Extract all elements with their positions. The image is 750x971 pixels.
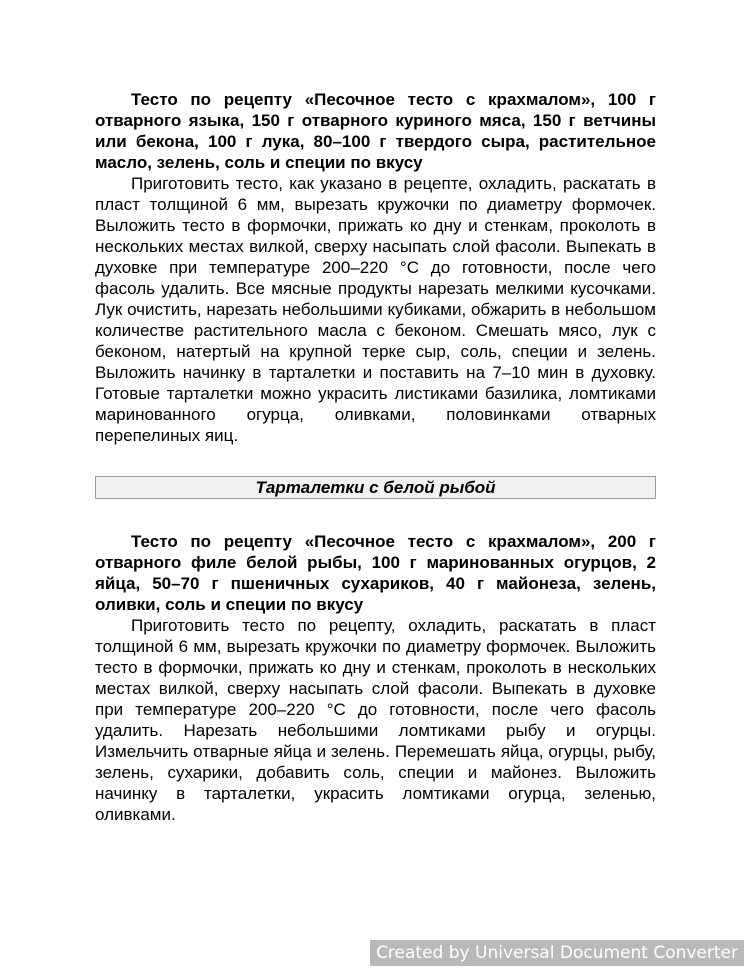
recipe2-method: Приготовить тесто по рецепту, охладить, раскатать в пласт толщиной 6 мм, вырезать кружочки по диаметру формочек. Выложить тесто в формочки, прижать ко дну и стенкам, проколоть в нескольких местах вилкой, сверху насыпать слой фасоли. Выпекать в духовке при температуре 200–220 °С до готовности, после чего фасоль удалить. Нарезать небольшими ломтиками рыбу и огурцы. Измельчить отварные яйца и зелень. Перемешать яйца, огурцы, рыбу, зелень, сухарики, добавить соль, специи и майонез. Выложить начинку в тарталетки, украсить ломтиками огурца, зеленью, оливками. bbox=[95, 616, 656, 824]
recipe2-ingredients: Тесто по рецепту «Песочное тесто с крахмалом», 200 г отварного филе белой рыбы, 100 г маринованных огурцов, 2 яйца, 50–70 г пшеничных сухариков, 40 г майонеза, зелень, оливки, соль и специи по вкусу bbox=[95, 532, 656, 614]
recipe1-method: Приготовить тесто, как указано в рецепте, охладить, раскатать в пласт толщиной 6 мм, вырезать кружочки по диаметру формочек. Выложить тесто в формочки, прижать ко дну и стенкам, проколоть в нескольких местах вилкой, сверху насыпать слой фасоли. Выпекать в духовке при температуре 200–220 °С до готовности, после чего фасоль удалить. Все мясные продукты нарезать мелкими кусочками. Лук очистить, нарезать небольшими кубиками, обжарить в небольшом количестве растительного масла с беконом. Смешать мясо, лук с беконом, натертый на крупной терке сыр, соль, специи и зелень. Выложить начинку в тарталетки и поставить на 7–10 мин в духовку. Готовые тарталетки можно украсить листиками базилика, ломтиками маринованного огурца, оливками, половинками отварных перепелиных яиц. bbox=[95, 174, 656, 445]
document-page bbox=[95, 89, 656, 825]
recipe2-title: Тарталетки с белой рыбой bbox=[95, 476, 656, 499]
recipe1-ingredients: Тесто по рецепту «Песочное тесто с крахмалом», 100 г отварного языка, 150 г отварного куриного мяса, 150 г ветчины или бекона, 100 г лука, 80–100 г твердого сыра, растительное масло, зелень, соль и специи по вкусу bbox=[95, 90, 656, 172]
converter-watermark: Created by Universal Document Converter bbox=[370, 940, 744, 966]
